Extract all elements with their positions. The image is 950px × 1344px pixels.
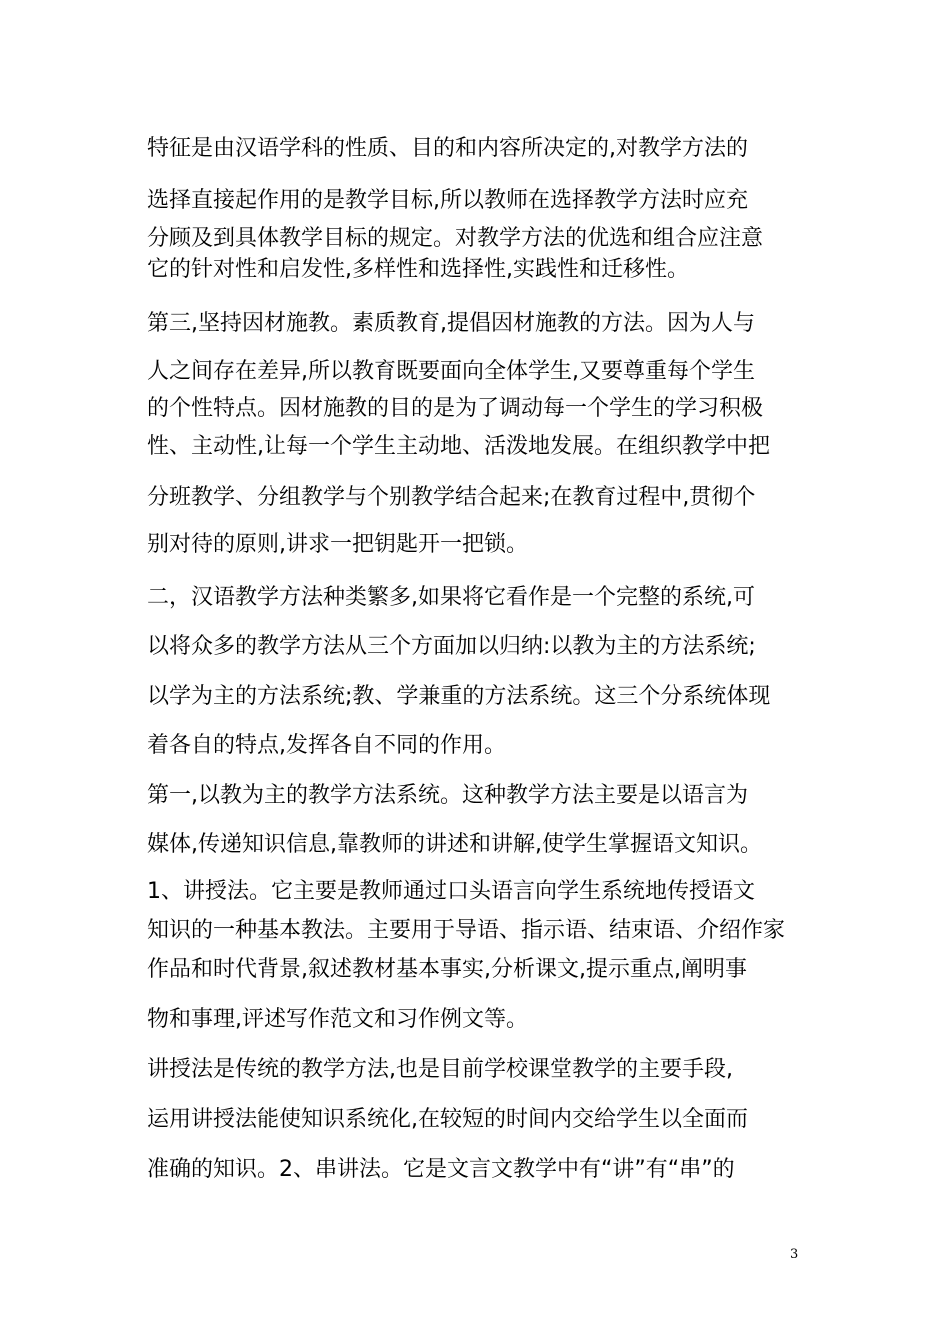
text-line: 作品和时代背景,叙述教材基本事实,分析课文,提示重点,阐明事 <box>147 957 747 982</box>
text-line: 讲授法是传统的教学方法,也是目前学校课堂教学的主要手段, <box>147 1057 733 1082</box>
text-line: 着各自的特点,发挥各自不同的作用。 <box>147 733 506 758</box>
text-line: 媒体,传递知识信息,靠教师的讲述和讲解,使学生掌握语文知识。 <box>147 832 762 857</box>
text-line: 分班教学、分组教学与个别教学结合起来;在教育过程中,贯彻个 <box>147 485 756 510</box>
text-line: 以学为主的方法系统;教、学兼重的方法系统。这三个分系统体现 <box>147 684 771 709</box>
text-line: 第三,坚持因材施教。素质教育,提倡因材施教的方法。因为人与 <box>147 311 755 336</box>
text-line: 它的针对性和启发性,多样性和选择性,实践性和迁移性。 <box>147 257 689 282</box>
text-line: 性、主动性,让每一个学生主动地、活泼地发展。在组织教学中把 <box>147 434 770 459</box>
text-line: 准确的知识。2、串讲法。它是文言文教学中有“讲”有“串”的 <box>147 1157 735 1182</box>
text-line: 第一,以教为主的教学方法系统。这种教学方法主要是以语言为 <box>147 783 748 808</box>
page-number: 3 <box>790 1247 799 1262</box>
text-line: 运用讲授法能使知识系统化,在较短的时间内交给学生以全面而 <box>147 1107 748 1132</box>
text-line: 1、讲授法。它主要是教师通过口头语言向学生系统地传授语文 <box>147 879 755 904</box>
text-line: 人之间存在差异,所以教育既要面向全体学生,又要尊重每个学生 <box>147 359 755 384</box>
text-line: 的个性特点。因材施教的目的是为了调动每一个学生的学习积极 <box>147 396 764 421</box>
text-line: 特征是由汉语学科的性质、目的和内容所决定的,对教学方法的 <box>147 136 748 161</box>
text-line: 物和事理,评述写作范文和习作例文等。 <box>147 1007 528 1032</box>
text-line: 分顾及到具体教学目标的规定。对教学方法的优选和组合应注意 <box>147 226 764 251</box>
text-line: 二，汉语教学方法种类繁多,如果将它看作是一个完整的系统,可 <box>147 585 755 610</box>
text-line: 以将众多的教学方法从三个方面加以归纳:以教为主的方法系统; <box>147 634 756 659</box>
text-line: 别对待的原则,讲求一把钥匙开一把锁。 <box>147 532 528 557</box>
text-line: 选择直接起作用的是教学目标,所以教师在选择教学方法时应充 <box>147 188 748 213</box>
text-line: 知识的一种基本教法。主要用于导语、指示语、结束语、介绍作家 <box>147 918 786 943</box>
